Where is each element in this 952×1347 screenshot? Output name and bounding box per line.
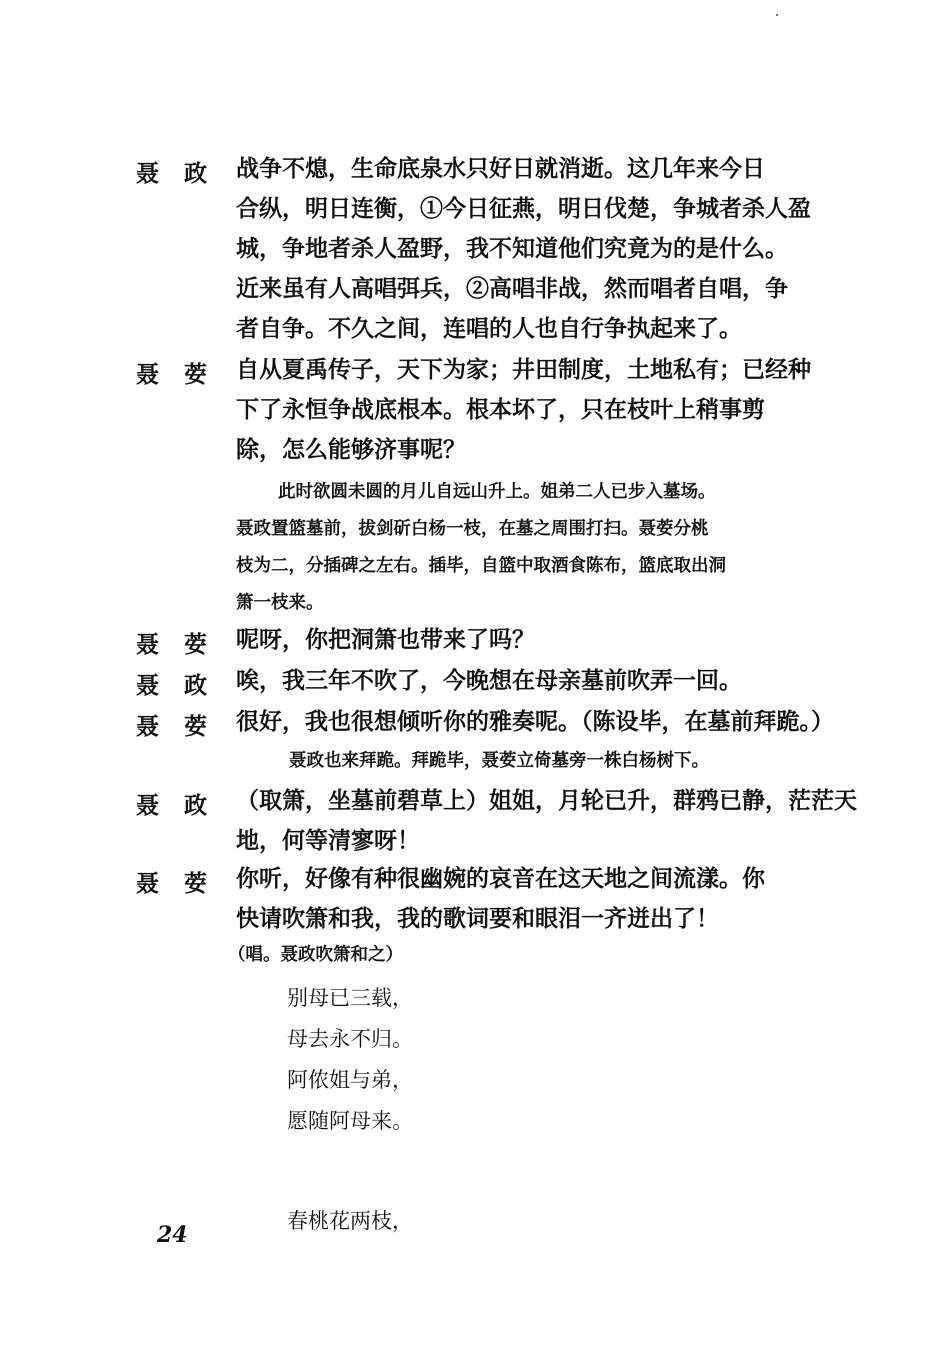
song-line: 阿侬姐与弟，	[287, 1068, 413, 1092]
stage-line: （唱。聂政吹箫和之）	[228, 945, 403, 965]
stage-line: 箫一枝来。	[236, 593, 324, 613]
dialogue-line: 自从夏禹传子，天下为家；井田制度，土地私有；已经种	[236, 356, 811, 383]
dialogue-line: 近来虽有人高唱弭兵，②高唱非战，然而唱者自唱，争	[236, 275, 788, 302]
speaker-label	[136, 626, 214, 659]
speaker-char: 政	[184, 792, 207, 819]
speaker-label	[136, 708, 214, 741]
dialogue-line: 快请吹箫和我，我的歌词要和眼泪一齐迸出了！	[236, 905, 719, 932]
dialogue-line: 地，何等清寥呀！	[236, 827, 420, 854]
speaker-char: 聂	[136, 361, 159, 388]
dialogue-line: 你听，好像有种很幽婉的哀音在这天地之间流漾。你	[236, 865, 765, 892]
speaker-char: 荌	[184, 631, 207, 658]
dialogue-block	[236, 661, 826, 701]
stage-line: 聂政也来拜跪。拜跪毕，聂荌立倚墓旁一株白杨树下。	[289, 751, 709, 771]
speaker-char: 聂	[136, 713, 159, 740]
dialogue-block	[236, 620, 826, 660]
dialogue-line: 合纵，明日连衡，①今日征燕，明日伐楚，争城者杀人盈	[236, 195, 811, 222]
page-number: 24	[157, 1222, 188, 1248]
stage-direction	[236, 474, 726, 622]
dialogue-line: 呢呀，你把洞箫也带来了吗？	[236, 626, 535, 653]
dialogue-line: 城，争地者杀人盈野，我不知道他们究竟为的是什么。	[236, 235, 788, 262]
dialogue-block	[236, 859, 826, 939]
scan-speck	[776, 14, 778, 16]
stage-line: 枝为二，分插碑之左右。插毕，自篮中取酒食陈布，篮底取出洞	[236, 556, 726, 576]
stage-line: 此时欲圆未圆的月儿自远山升上。姐弟二人已步入墓场。	[278, 482, 716, 502]
speaker-char: 荌	[184, 361, 207, 388]
speaker-char: 政	[184, 672, 207, 699]
speaker-char: 荌	[184, 870, 207, 897]
speaker-char: 聂	[136, 631, 159, 658]
dialogue-block	[236, 702, 834, 742]
song-line	[287, 1142, 413, 1183]
speaker-char: 聂	[136, 792, 159, 819]
song-verse	[287, 978, 413, 1242]
dialogue-line: 战争不熄，生命底泉水只好日就消逝。这几年来今日	[236, 155, 765, 182]
speaker-label	[136, 667, 214, 700]
speaker-char: 荌	[184, 713, 207, 740]
stage-direction	[289, 743, 709, 780]
speaker-char: 聂	[136, 160, 159, 187]
speaker-label	[136, 356, 214, 389]
song-line: 愿随阿母来。	[287, 1109, 413, 1133]
dialogue-block	[236, 350, 826, 470]
stage-line: 聂政置篮墓前，拔剑斫白杨一枝，在墓之周围打扫。聂荌分桃	[236, 519, 709, 539]
dialogue-line: 除，怎么能够济事呢？	[236, 436, 466, 463]
song-line: 别母已三载，	[287, 986, 413, 1010]
stage-direction	[228, 937, 403, 974]
speaker-char: 聂	[136, 672, 159, 699]
speaker-label	[136, 865, 214, 898]
dialogue-line: 下了永恒争战底根本。根本坏了，只在枝叶上稍事剪	[236, 396, 765, 423]
dialogue-line: （取箫，坐墓前碧草上）姐姐，月轮已升，群鸦已静，茫茫天	[236, 787, 857, 814]
dialogue-line: 很好，我也很想倾听你的雅奏呢。（陈设毕，在墓前拜跪。）	[236, 708, 834, 735]
speaker-char: 政	[184, 160, 207, 187]
song-line: 母去永不归。	[287, 1027, 413, 1051]
speaker-char: 聂	[136, 870, 159, 897]
dialogue-block	[236, 781, 857, 861]
dialogue-block	[236, 149, 826, 349]
dialogue-line: 唉，我三年不吹了，今晚想在母亲墓前吹弄一回。	[236, 667, 742, 694]
speaker-label	[136, 155, 214, 188]
speaker-label	[136, 787, 214, 820]
song-line: 春桃花两枝，	[287, 1209, 413, 1233]
dialogue-line: 者自争。不久之间，连唱的人也自行争执起来了。	[236, 315, 742, 342]
